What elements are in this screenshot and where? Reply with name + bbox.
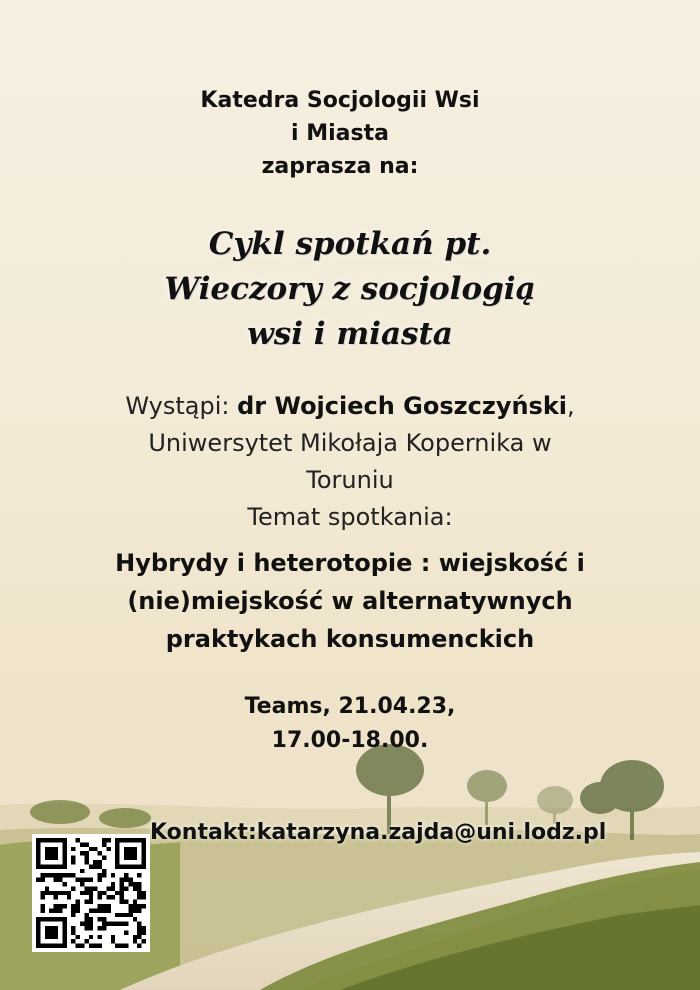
cycle-title-line-2: Wieczory z socjologią xyxy=(164,271,536,307)
contact-email[interactable]: Kontakt:katarzyna.zajda@uni.lodz.pl xyxy=(150,820,607,845)
topic-line-2: (nie)miejskość w alternatywnych xyxy=(127,587,573,615)
affiliation-line-2: Toruniu xyxy=(306,466,394,494)
topic-title xyxy=(60,544,640,658)
organizer-line-1: Katedra Socjologii Wsi xyxy=(200,88,480,113)
organizer-heading xyxy=(140,84,540,183)
speaker-prefix: Wystąpi: xyxy=(125,392,238,420)
cycle-title-line-1: Cykl spotkań pt. xyxy=(208,226,492,262)
speaker-comma: , xyxy=(567,392,575,420)
event-platform-date: Teams, 21.04.23, xyxy=(244,694,456,719)
topic-line-1: Hybrydy i heterotopie : wiejskość i xyxy=(115,549,585,577)
speaker-line xyxy=(60,388,640,425)
event-datetime xyxy=(160,690,540,758)
cycle-title xyxy=(100,222,600,357)
topic-line-3: praktykach konsumenckich xyxy=(165,625,535,653)
qr-code-icon[interactable] xyxy=(32,834,150,952)
affiliation-line-1: Uniwersytet Mikołaja Kopernika w xyxy=(148,429,552,457)
speaker-block xyxy=(60,388,640,536)
organizer-line-2: i Miasta xyxy=(291,121,389,146)
event-time: 17.00-18.00. xyxy=(271,728,429,753)
cycle-title-line-3: wsi i miasta xyxy=(247,316,453,352)
topic-label: Temat spotkania: xyxy=(247,503,453,531)
organizer-line-3: zaprasza na: xyxy=(261,154,419,179)
speaker-name: dr Wojciech Goszczyński xyxy=(237,392,568,420)
